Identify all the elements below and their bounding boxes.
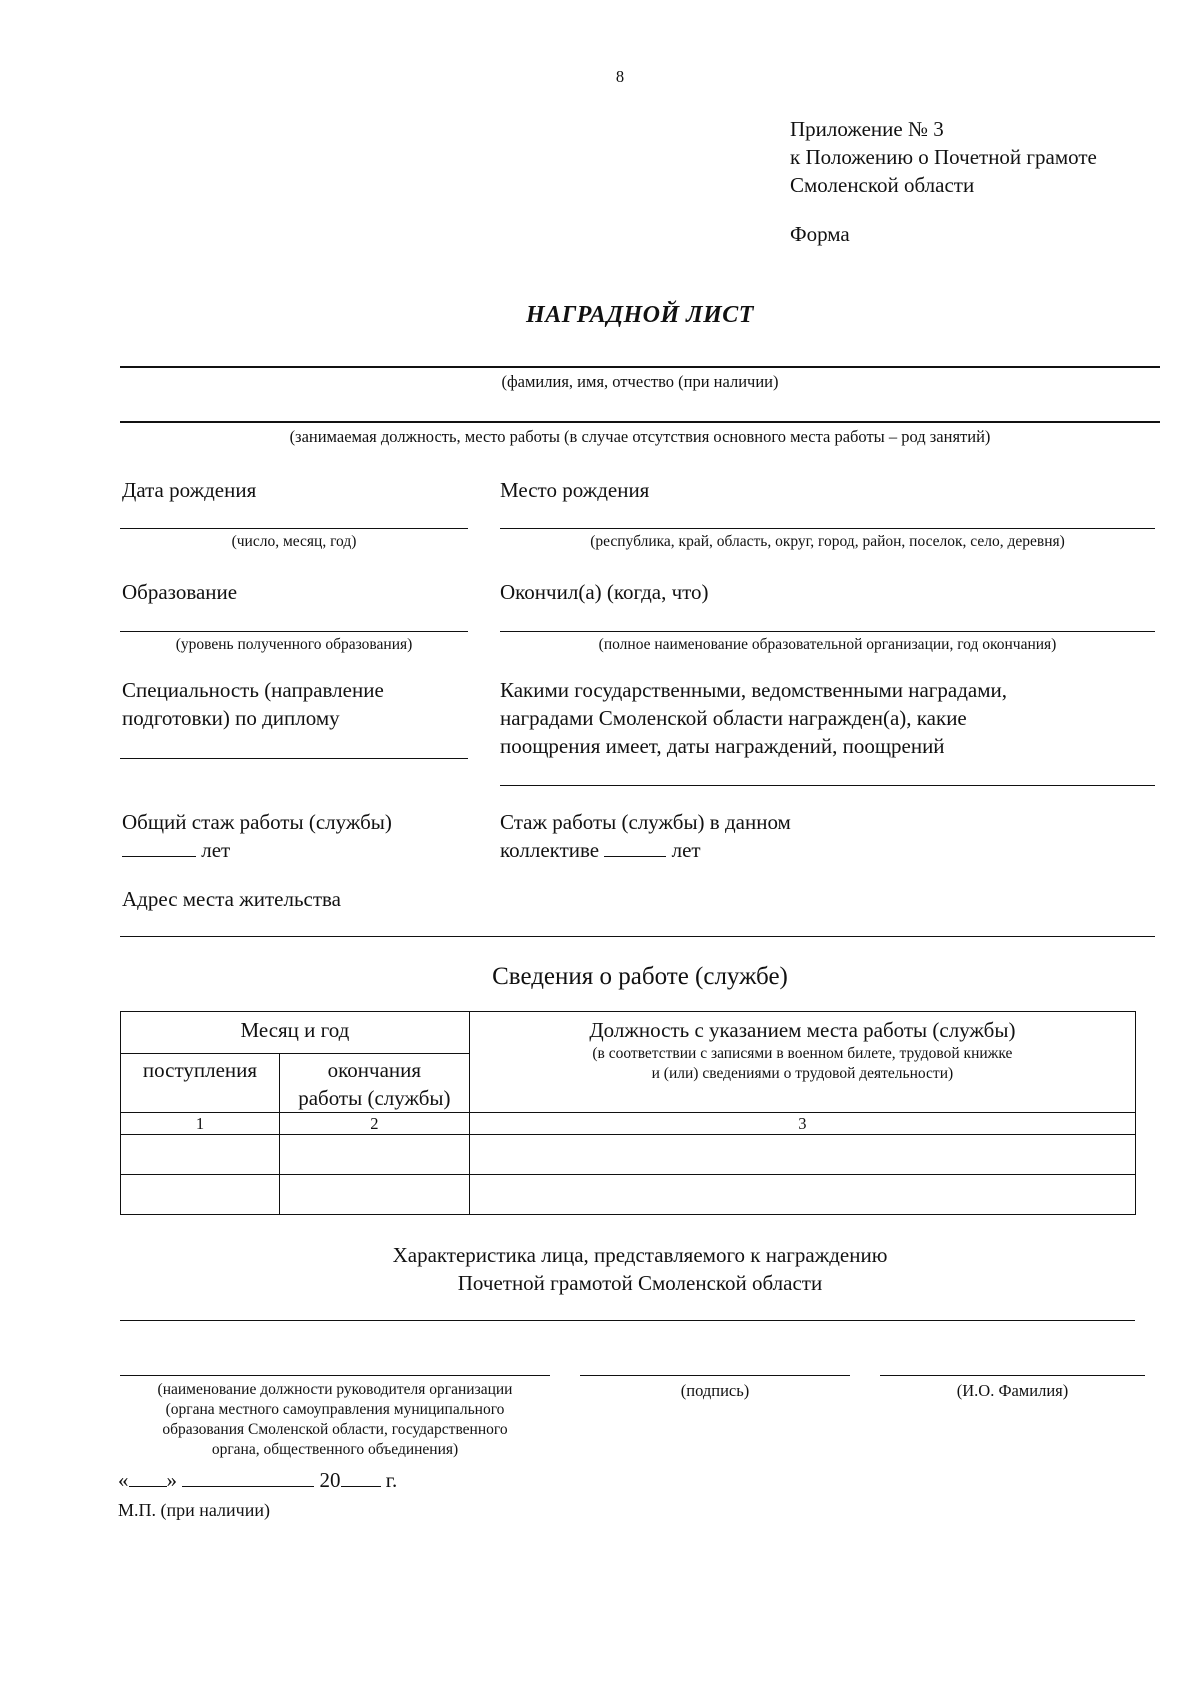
birth-date-label: Дата рождения — [122, 478, 257, 502]
birth-place-caption: (республика, край, область, округ, город, район, поселок, село, деревня) — [590, 533, 1065, 550]
column-number-1: 1 — [121, 1113, 280, 1135]
date-open-quote: « — [118, 1468, 129, 1492]
table-cell[interactable] — [121, 1175, 280, 1215]
total-experience-years-word: лет — [201, 838, 231, 862]
table-row — [121, 1135, 1136, 1175]
position-header-note-line2: и (или) сведениями о трудовой деятельности) — [651, 1065, 954, 1082]
specialty-label-line1: Специальность (направление — [122, 678, 384, 702]
document-title: НАГРАДНОЙ ЛИСТ — [526, 302, 754, 328]
address-label: Адрес места жительства — [122, 887, 341, 911]
address-line[interactable] — [120, 936, 1155, 937]
head-caption-line1: (наименование должности руководителя организации — [157, 1381, 513, 1398]
birth-place-line[interactable] — [500, 528, 1155, 529]
column-number-2: 2 — [279, 1113, 469, 1135]
birth-place-label: Место рождения — [500, 478, 650, 502]
birth-date-line[interactable] — [120, 528, 468, 529]
table-row — [121, 1175, 1136, 1215]
education-caption: (уровень полученного образования) — [175, 636, 413, 653]
date-month-field[interactable] — [182, 1466, 314, 1487]
table-cell[interactable] — [469, 1175, 1135, 1215]
position-line[interactable] — [120, 421, 1160, 423]
birth-date-caption: (число, месяц, год) — [231, 533, 357, 550]
work-section-title: Сведения о работе (службе) — [492, 963, 788, 990]
fio-caption: (фамилия, имя, отчество (при наличии) — [501, 372, 779, 391]
awards-label-line1: Какими государственными, ведомственными наградами, — [500, 678, 1007, 702]
characteristic-title-line2: Почетной грамотой Смоленской области — [457, 1271, 823, 1295]
head-caption-line2: (органа местного самоуправления муниципального — [165, 1401, 505, 1418]
start-header: поступления — [121, 1054, 280, 1113]
end-header-line2: работы (службы) — [298, 1086, 451, 1110]
column-number-3: 3 — [469, 1113, 1135, 1135]
head-caption-line4: органа, общественного объединения) — [211, 1441, 459, 1458]
awards-line[interactable] — [500, 785, 1155, 786]
total-experience-years-row — [122, 836, 230, 864]
month-year-header: Месяц и год — [121, 1012, 470, 1054]
graduated-label: Окончил(а) (когда, что) — [500, 580, 709, 604]
end-header-line1: окончания — [327, 1058, 422, 1082]
team-experience-row — [500, 836, 701, 864]
characteristic-title-line1: Характеристика лица, представляемого к награждению — [392, 1243, 888, 1267]
appendix-region: Смоленской области — [790, 173, 975, 197]
table-cell[interactable] — [469, 1135, 1135, 1175]
date-year-suffix: г. — [385, 1468, 398, 1492]
education-label: Образование — [122, 580, 238, 604]
team-experience-label-line2: коллективе — [500, 838, 600, 862]
date-day-field[interactable] — [129, 1466, 167, 1487]
form-label: Форма — [790, 222, 850, 246]
total-experience-years-field[interactable] — [122, 836, 196, 857]
team-experience-years-field[interactable] — [604, 836, 666, 857]
table-cell[interactable] — [279, 1135, 469, 1175]
work-history-table — [120, 1011, 1136, 1215]
specialty-line[interactable] — [120, 758, 468, 759]
specialty-label-line2: подготовки) по диплому — [122, 706, 340, 730]
team-experience-years-word: лет — [671, 838, 701, 862]
team-experience-label-line1: Стаж работы (службы) в данном — [500, 810, 791, 834]
name-caption: (И.О. Фамилия) — [956, 1381, 1069, 1400]
awards-label-line2: наградами Смоленской области награжден(а), какие — [500, 706, 967, 730]
stamp-note: М.П. (при наличии) — [118, 1500, 270, 1520]
date-year-field[interactable] — [341, 1466, 381, 1487]
date-year-prefix: 20 — [319, 1468, 341, 1492]
appendix-number: Приложение № 3 — [790, 117, 944, 141]
end-header-cell — [279, 1054, 469, 1113]
signature-line[interactable] — [580, 1375, 850, 1376]
head-position-line[interactable] — [120, 1375, 550, 1376]
graduated-caption: (полное наименование образовательной организации, год окончания) — [598, 636, 1057, 653]
position-caption: (занимаемая должность, место работы (в случае отсутствия основного места работы – род занятий) — [289, 427, 991, 446]
fio-line[interactable] — [120, 366, 1160, 368]
date-close-quote: » — [166, 1468, 177, 1492]
total-experience-label: Общий стаж работы (службы) — [122, 810, 392, 834]
position-header: Должность с указанием места работы (службы) — [589, 1018, 1016, 1042]
position-header-cell — [469, 1012, 1135, 1113]
position-header-note-line1: (в соответствии с записями в военном билете, трудовой книжке — [592, 1045, 1013, 1062]
signature-caption: (подпись) — [680, 1381, 750, 1400]
head-caption-line3: образования Смоленской области, государственного — [162, 1421, 508, 1438]
characteristic-line[interactable] — [120, 1320, 1135, 1321]
name-line[interactable] — [880, 1375, 1145, 1376]
table-cell[interactable] — [121, 1135, 280, 1175]
graduated-line[interactable] — [500, 631, 1155, 632]
table-cell[interactable] — [279, 1175, 469, 1215]
page-number: 8 — [615, 67, 625, 86]
appendix-reference: к Положению о Почетной грамоте — [790, 145, 1097, 169]
awards-label-line3: поощрения имеет, даты награждений, поощрений — [500, 734, 945, 758]
date-row — [118, 1466, 397, 1494]
education-line[interactable] — [120, 631, 468, 632]
